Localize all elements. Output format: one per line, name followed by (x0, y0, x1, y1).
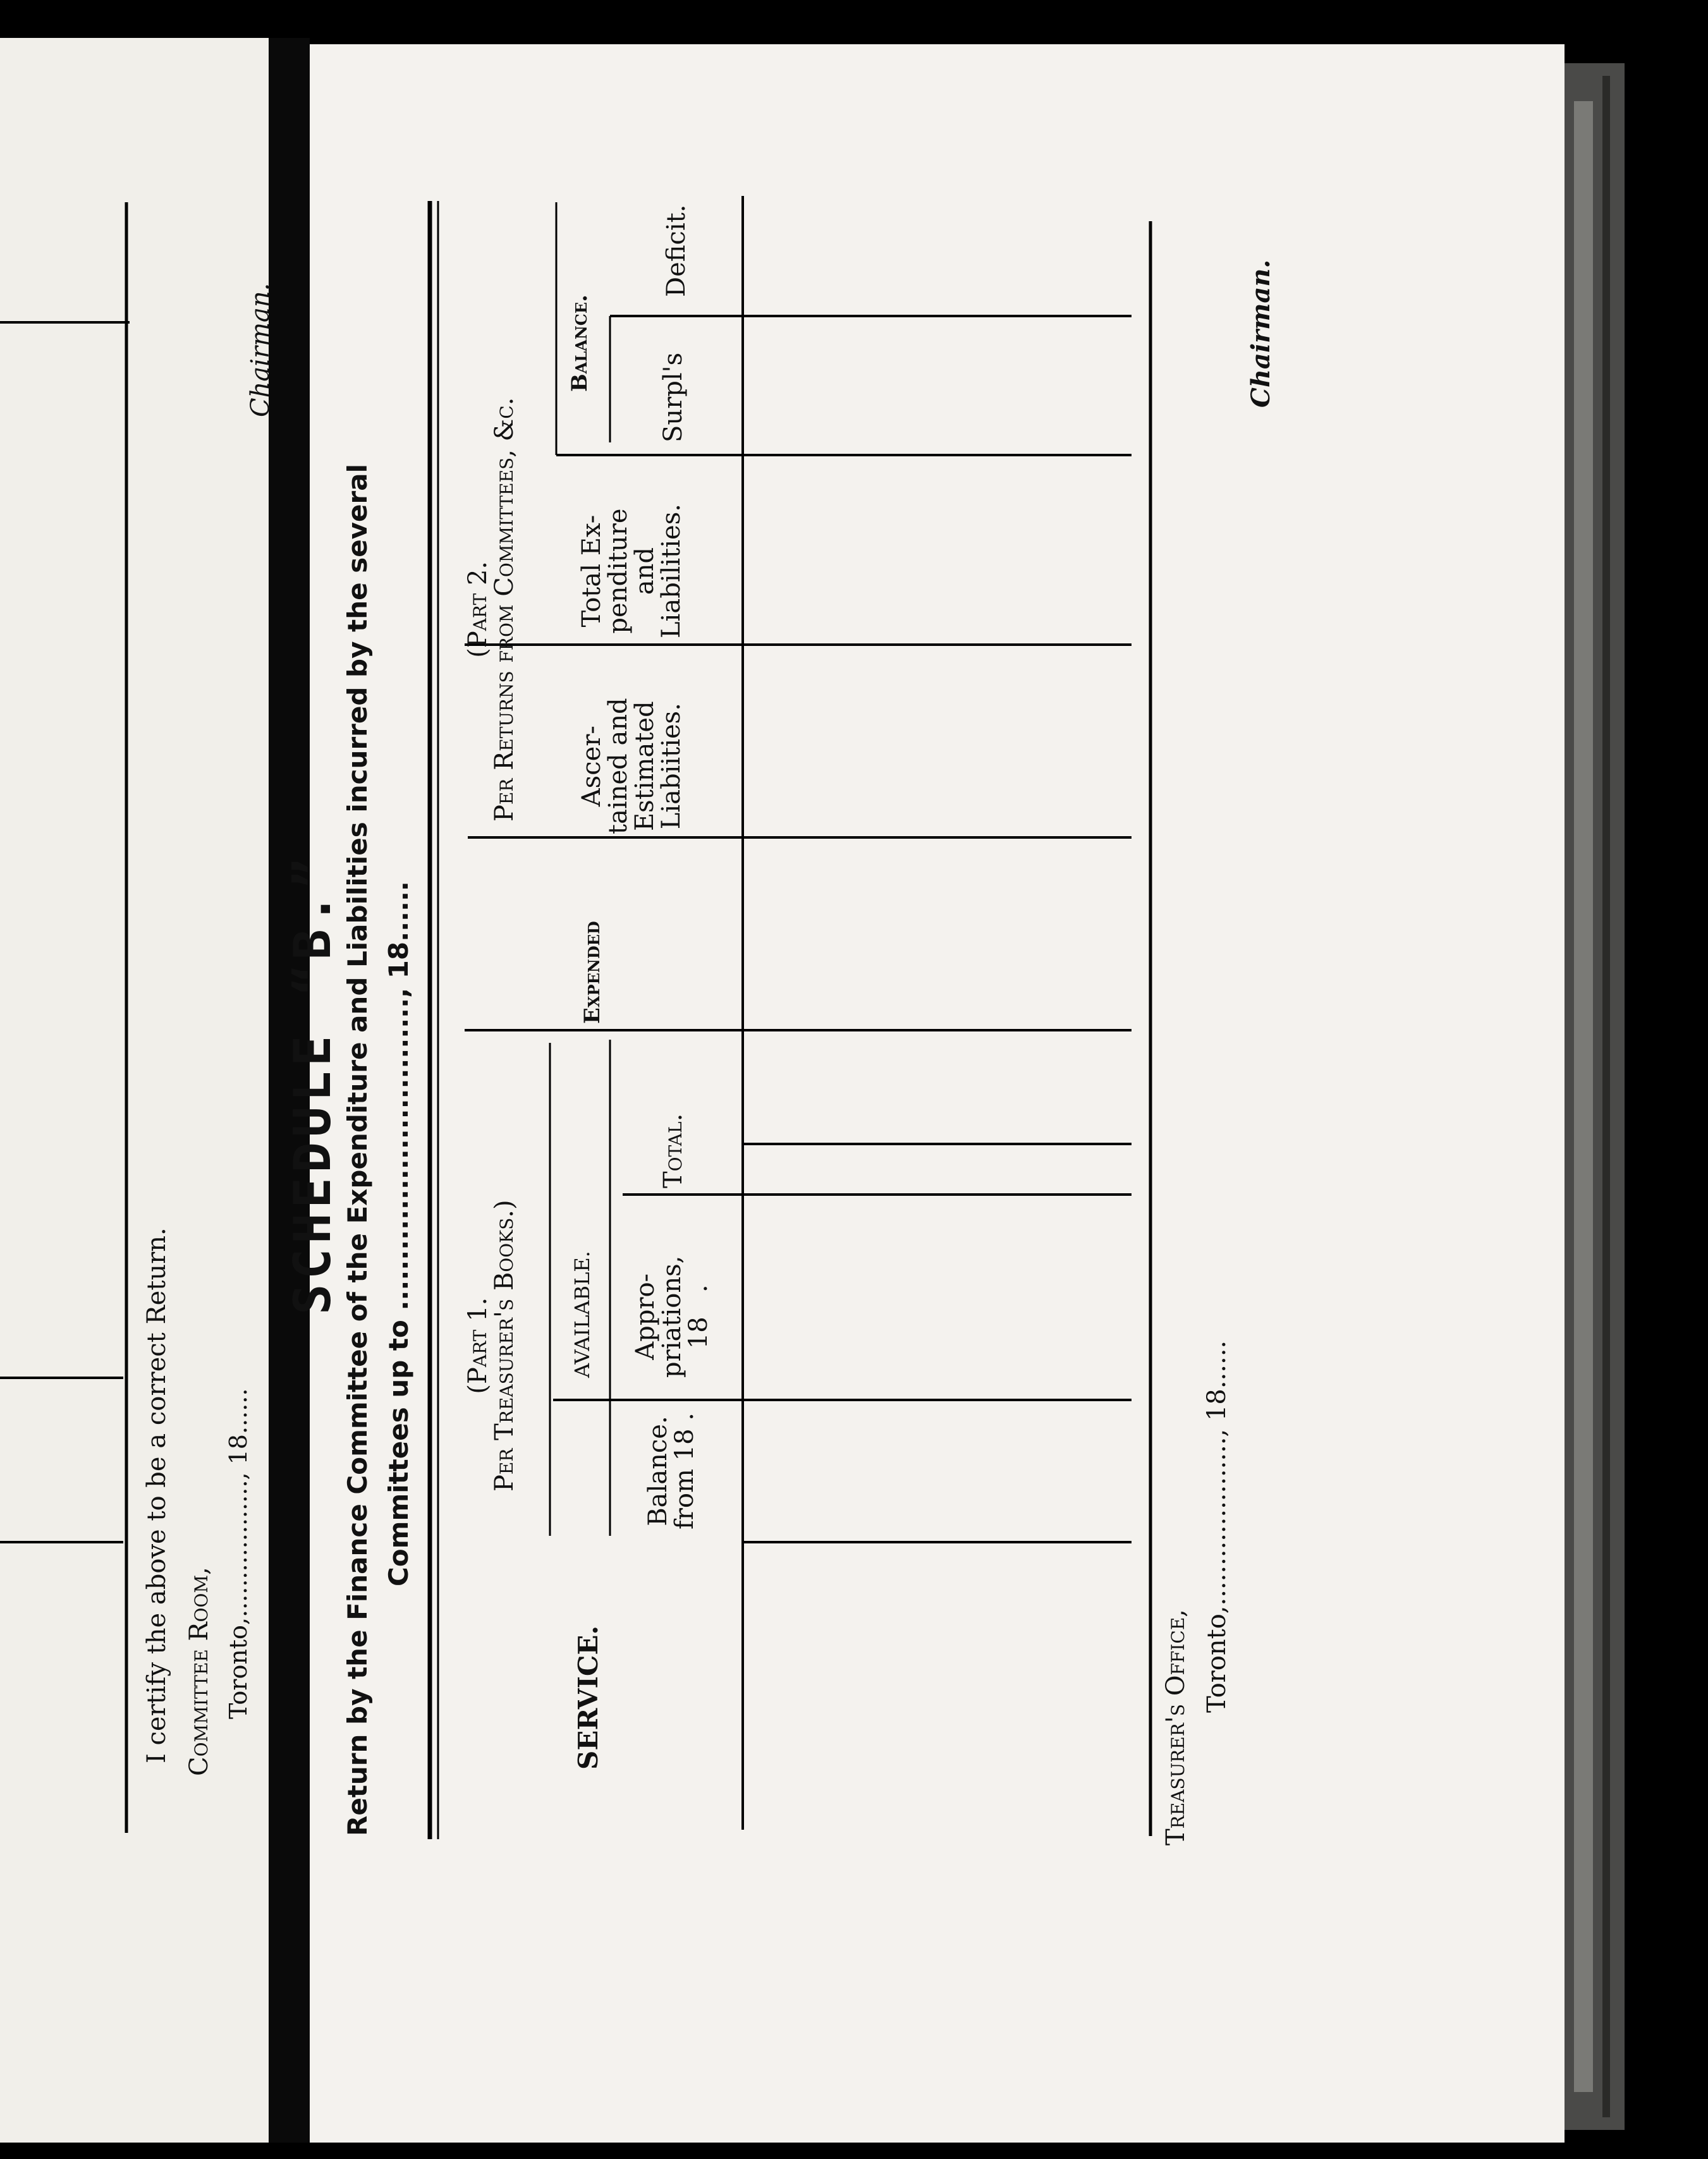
service-column-header: SERVICE. (573, 1625, 604, 1770)
certify-line: I certify the above to be a correct Return. (142, 1227, 171, 1763)
available-header: AVAILABLE. (570, 1251, 594, 1378)
balance-from-header: Balance. from 18 . (644, 1413, 699, 1530)
deficit-header: Deficit. (662, 204, 691, 297)
treasurers-office-label: Treasurer's Office, (1161, 1609, 1190, 1846)
total-header: Total. (659, 1113, 688, 1188)
total-expenditure-header: Total Ex- penditure and Liabilities. (577, 504, 686, 638)
left-toronto-date: Toronto,.................., 18...... (224, 1388, 252, 1719)
return-heading-line2: Committees up to ..............................., 18...... (383, 881, 414, 1586)
left-chairman-signature-label: Chairman. (246, 283, 275, 417)
balance-header: Balance. (567, 294, 592, 392)
right-chairman-signature-label: Chairman. (1246, 259, 1276, 408)
ascertained-liabilities-header: Ascer- tained and Estimated Liabiities. (577, 698, 686, 834)
committee-room-label: Committee Room, (185, 1567, 214, 1776)
right-page (310, 44, 1565, 2143)
return-heading-line1: Return by the Finance Committee of the Expenditure and Liabilities incurred by the several (342, 464, 373, 1836)
right-toronto-date: Toronto,....................., 18...... (1202, 1340, 1231, 1713)
appropriations-header: Appro- priations, 18 . (631, 1255, 713, 1378)
part2-header: (Part 2. Per Returns from Committees, &c. (463, 397, 519, 822)
book-edge (1565, 63, 1625, 2130)
surplus-header: Surpl's (659, 352, 688, 442)
left-page (0, 38, 269, 2143)
part1-header: (Part 1. Per Treasurer's Books.) (463, 1200, 519, 1492)
expended-header: Expended (580, 921, 605, 1024)
schedule-title: SCHEDULE “B.” (283, 853, 342, 1315)
